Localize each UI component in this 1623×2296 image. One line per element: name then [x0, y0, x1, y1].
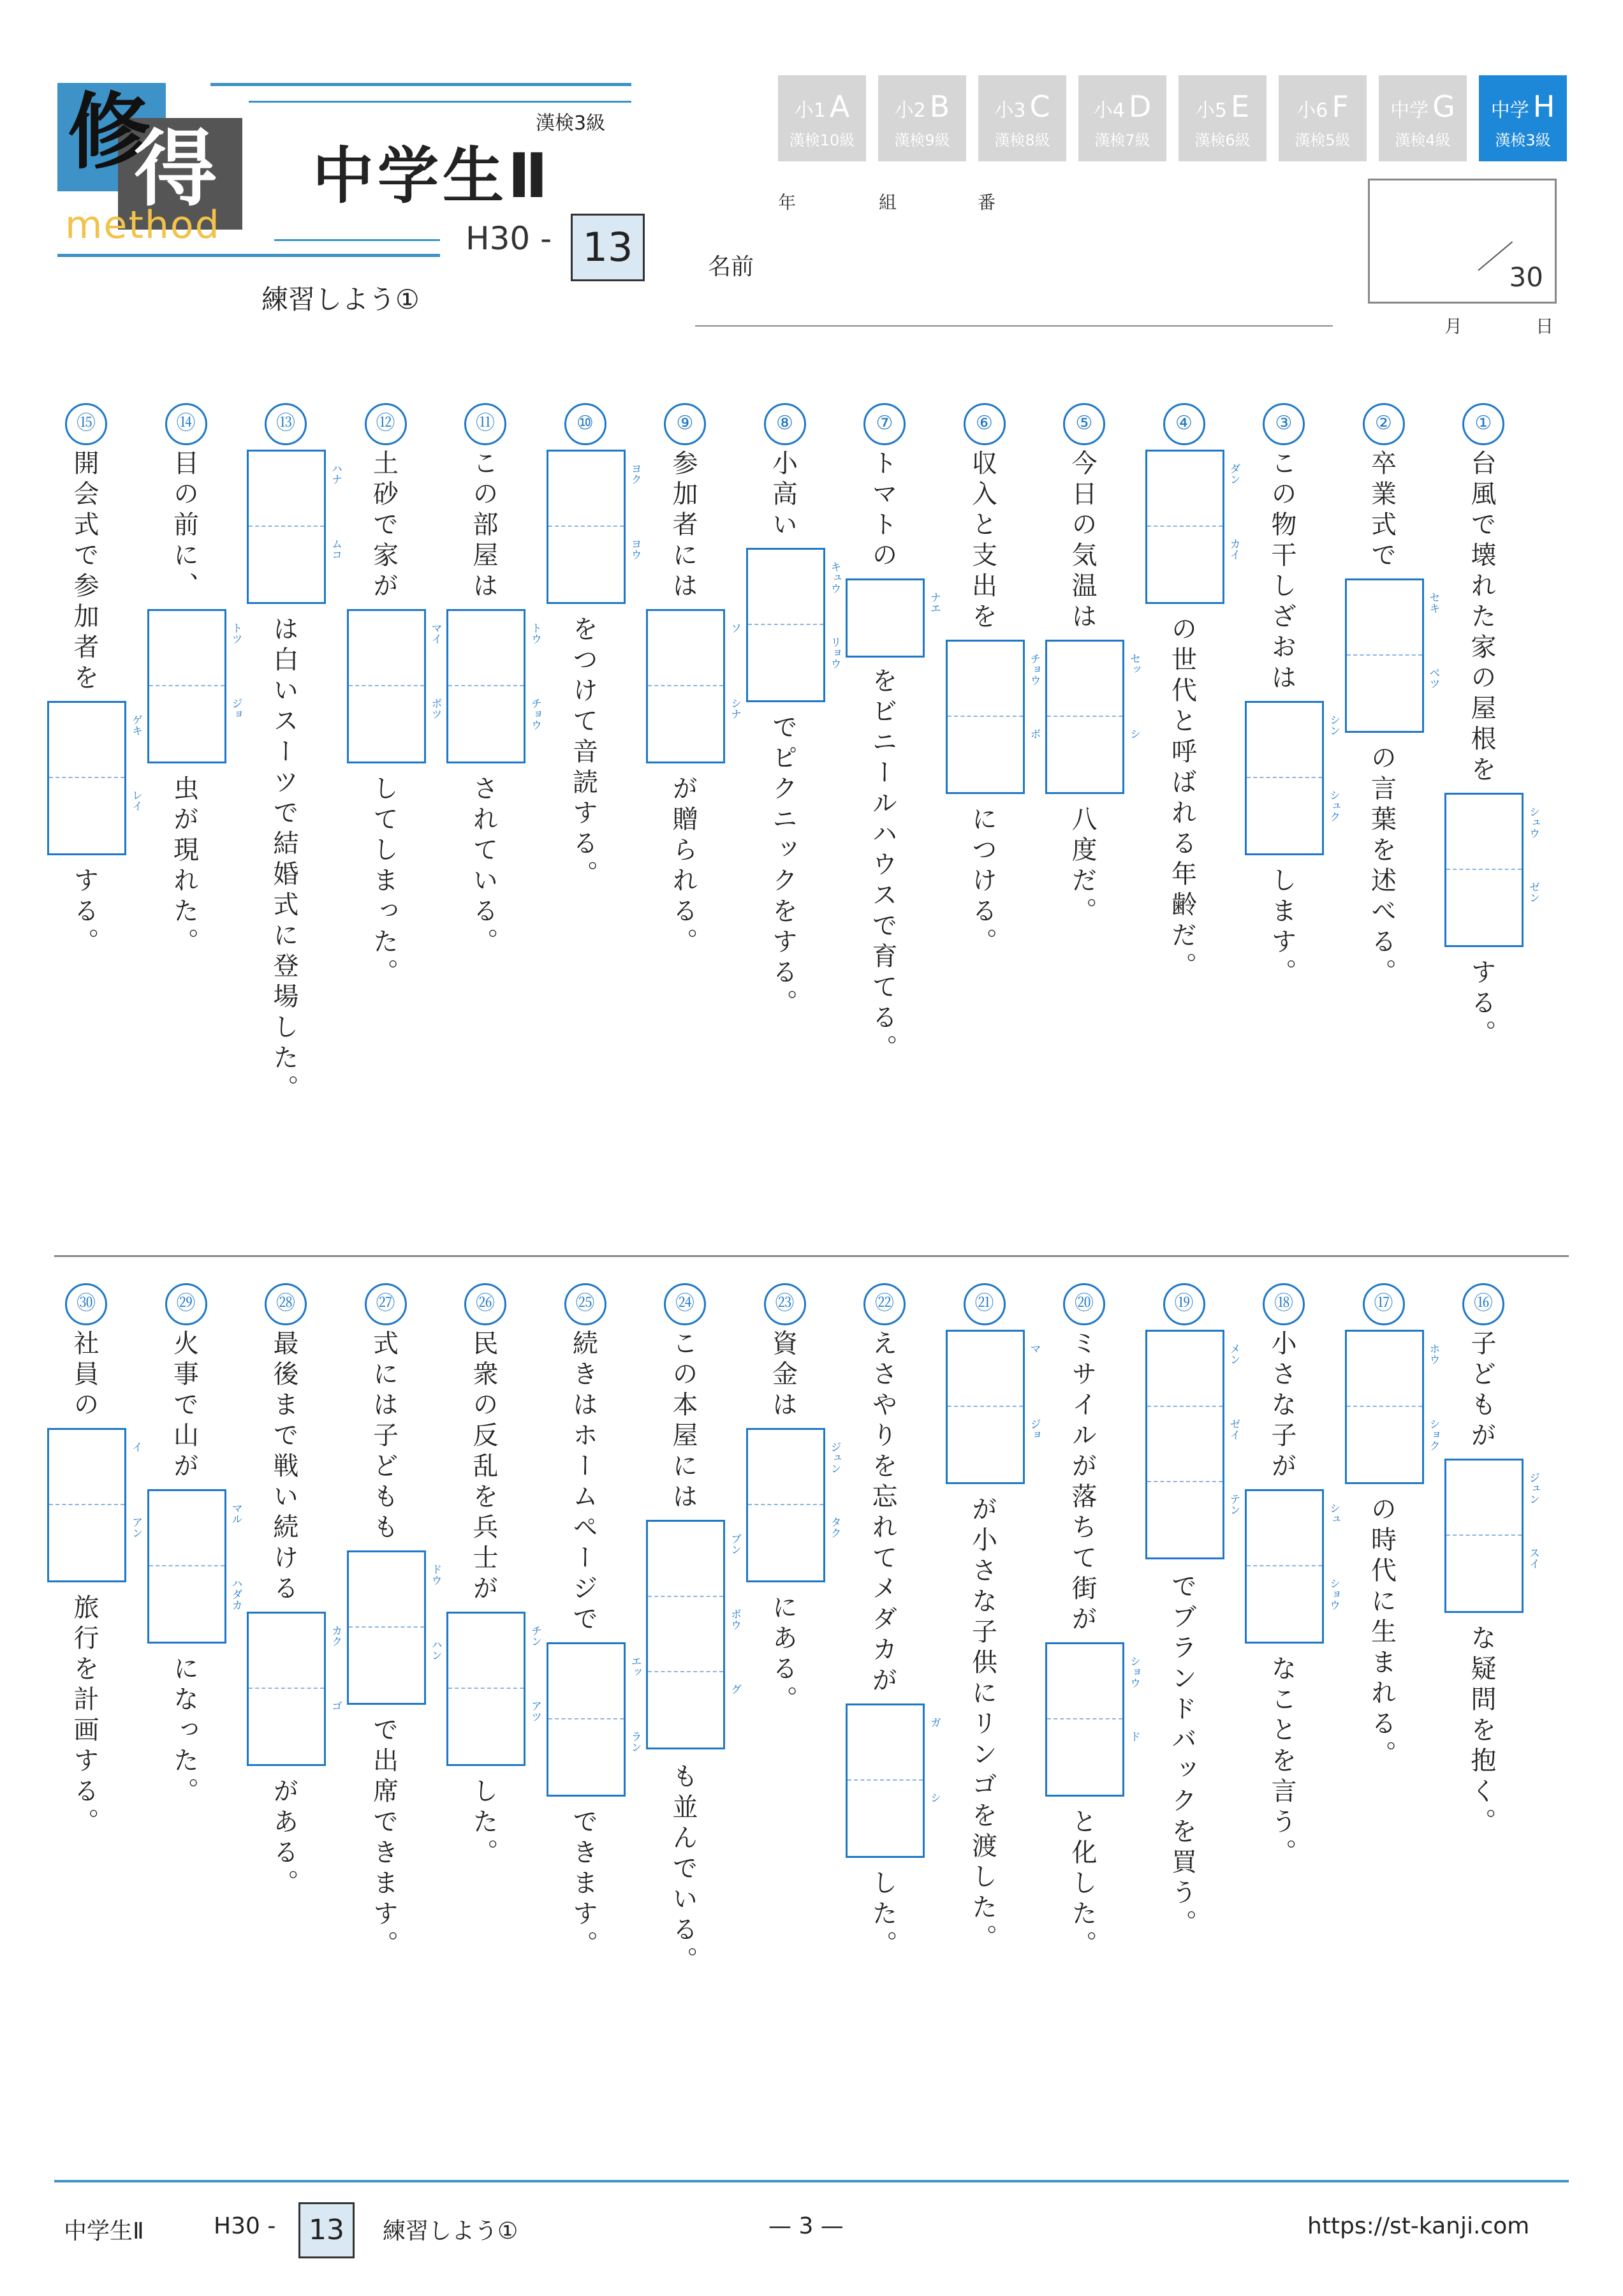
furigana: ゴ [329, 1700, 342, 1711]
answer-box[interactable] [946, 640, 1041, 794]
answer-cell[interactable] [349, 611, 442, 686]
question-text: でブランドバックを買う。 [1167, 1573, 1197, 1940]
question-text: 収入と支出を [967, 450, 997, 633]
question-text: をつけて音読する。 [568, 615, 598, 891]
score-total: 30 [1509, 261, 1543, 293]
grade-tab-label: 小5 E [1195, 89, 1250, 124]
grade-tab-label: 中学 H [1490, 89, 1555, 124]
title-rule-bottom [274, 239, 440, 241]
question-text: なことを言う。 [1267, 1655, 1296, 1869]
answer-box[interactable] [1145, 1330, 1240, 1559]
answer-cell[interactable] [149, 1566, 242, 1642]
question-text: が贈られる。 [668, 775, 698, 959]
question-text: この物干しざおは [1267, 450, 1296, 695]
question-text: も並んでいる。 [668, 1763, 698, 1977]
logo-char-2: 得 [134, 121, 217, 217]
answer-box[interactable] [247, 1612, 342, 1766]
answer-box[interactable] [247, 450, 342, 604]
answer-cell[interactable] [1147, 1332, 1240, 1407]
question-number: ① [1462, 403, 1504, 445]
furigana: グ [728, 1684, 741, 1695]
grade-tab-level: 漢検4級 [1395, 131, 1451, 149]
question-text: 最後まで戦い続ける [269, 1330, 298, 1605]
grade-tab-label: 小6 F [1296, 89, 1349, 124]
name-label: 名前 [708, 254, 754, 280]
furigana: トツ [229, 622, 242, 644]
furigana: シュ [1327, 1503, 1340, 1524]
answer-cell[interactable] [548, 452, 642, 527]
answer-box[interactable] [1145, 450, 1240, 604]
grade-tab-letter: F [1332, 89, 1349, 124]
grade-tab[interactable] [778, 75, 866, 161]
question-text: 民衆の反乱を兵士が [469, 1330, 498, 1605]
question-text: 今日の気温は [1068, 450, 1097, 633]
furigana: ショウ [1327, 1578, 1340, 1610]
furigana: シ [928, 1792, 941, 1803]
answer-box[interactable] [547, 1642, 642, 1797]
furigana: チョウ [1027, 653, 1041, 686]
grade-tab-letter: H [1532, 89, 1555, 124]
answer-cell[interactable] [848, 580, 941, 656]
furigana: セッ [1127, 653, 1140, 675]
grade-tab-letter: C [1029, 89, 1050, 124]
answer-box[interactable] [47, 1428, 142, 1582]
question-number: ⑫ [365, 403, 407, 445]
score-box [1368, 179, 1557, 304]
answer-box[interactable] [347, 1550, 442, 1705]
grade-tab[interactable] [878, 75, 966, 161]
answer-cell[interactable] [748, 1430, 841, 1505]
question-text: 小高い [768, 450, 798, 541]
logo-char-1: 修 [68, 84, 151, 180]
question-text: 八度だ。 [1068, 806, 1097, 928]
furigana: シ [1127, 728, 1140, 739]
grade-tab-level: 漢検7級 [1094, 131, 1150, 149]
answer-cell[interactable] [448, 686, 541, 762]
grade-tab-label: 中学 G [1390, 89, 1455, 124]
furigana: メン [1227, 1343, 1240, 1365]
question-text: につける。 [967, 806, 997, 959]
question-text: トマトの [868, 450, 897, 572]
furigana: ムコ [329, 538, 342, 560]
number-label: 番 [978, 192, 996, 213]
answer-box[interactable] [347, 609, 442, 763]
answer-cell[interactable] [1047, 1719, 1140, 1795]
answer-cell[interactable] [249, 1689, 342, 1764]
question-text: されている。 [469, 775, 498, 959]
answer-cell[interactable] [1047, 717, 1140, 792]
furigana: ジュン [828, 1441, 841, 1474]
answer-cell[interactable] [948, 642, 1041, 717]
title-rule-top [210, 83, 631, 86]
worksheet-code-prefix: H30 - [466, 220, 552, 257]
question-text: 目の前に、 [169, 450, 199, 603]
furigana: シュク [1327, 790, 1340, 822]
answer-cell[interactable] [648, 611, 741, 686]
grade-tab[interactable] [1479, 75, 1567, 161]
question-number: ㉔ [664, 1283, 706, 1325]
footer-rule [54, 2180, 1569, 2182]
furigana: マイ [429, 622, 442, 644]
furigana: ジュン [1527, 1472, 1539, 1505]
furigana: ホウ [1427, 1343, 1440, 1365]
question-number: ⑩ [564, 403, 606, 445]
question-text: になった。 [169, 1655, 199, 1808]
grade-tab-letter: A [829, 89, 850, 124]
answer-cell[interactable] [948, 1407, 1041, 1482]
question-text: 続きはホームページで [568, 1330, 598, 1636]
question-number: ③ [1263, 403, 1305, 445]
grade-tab-level: 漢検9級 [894, 131, 950, 149]
question-text: にある。 [768, 1594, 798, 1716]
question-text: で出席できます。 [369, 1716, 399, 1961]
furigana: ナエ [928, 592, 941, 614]
question-number: ㉑ [964, 1283, 1006, 1325]
question-number: ⑱ [1263, 1283, 1305, 1325]
furigana: ブン [728, 1533, 741, 1555]
question-number: ⑬ [265, 403, 307, 445]
question-text: この部屋は [469, 450, 498, 603]
furigana: ショク [1427, 1418, 1440, 1451]
answer-cell[interactable] [548, 1644, 642, 1719]
question-text: と化した。 [1068, 1808, 1097, 1961]
answer-cell[interactable] [249, 452, 342, 527]
answer-cell[interactable] [349, 1552, 442, 1628]
furigana: ゼイ [1227, 1418, 1240, 1440]
answer-cell[interactable] [948, 717, 1041, 792]
question-text: な疑問を抱く。 [1467, 1624, 1496, 1839]
answer-cell[interactable] [548, 1719, 642, 1795]
answer-box[interactable] [746, 548, 841, 702]
furigana: ガ [928, 1717, 941, 1728]
footer-code-prefix: H30 - [214, 2213, 276, 2239]
answer-cell[interactable] [149, 611, 242, 686]
grade-tab[interactable] [1379, 75, 1467, 161]
question-number: ⑮ [65, 403, 107, 445]
answer-box[interactable] [47, 701, 142, 855]
question-number: ㉚ [65, 1283, 107, 1325]
year-label: 年 [778, 192, 797, 213]
question-text: 旅行を計画する。 [70, 1594, 99, 1839]
grade-tab-letter: D [1128, 89, 1152, 124]
answer-cell[interactable] [648, 1672, 741, 1748]
question-text: 参加者には [668, 450, 698, 603]
answer-cell[interactable] [648, 1597, 741, 1672]
answer-cell[interactable] [648, 686, 741, 762]
answer-box[interactable] [1345, 578, 1440, 733]
answer-cell[interactable] [349, 686, 442, 762]
answer-box[interactable] [846, 578, 941, 658]
question-text: 火事で山が [169, 1330, 199, 1483]
logo-subtext: method [65, 203, 221, 247]
answer-cell[interactable] [1347, 1332, 1440, 1407]
furigana: セキ [1427, 592, 1440, 614]
title-rule-top-2 [249, 101, 631, 103]
question-number: ⑥ [964, 403, 1006, 445]
question-number: ㉒ [863, 1283, 906, 1325]
question-number: ⑪ [464, 403, 506, 445]
grade-tab-label: 小4 D [1093, 89, 1152, 124]
footer-url[interactable]: https://st-kanji.com [1307, 2213, 1530, 2239]
furigana: シナ [728, 698, 741, 719]
question-text: をビニールハウスで育てる。 [868, 667, 897, 1065]
answer-cell[interactable] [249, 527, 342, 602]
question-number: ⑧ [764, 403, 806, 445]
furigana: トウ [529, 622, 541, 644]
furigana: べツ [1427, 667, 1440, 689]
answer-cell[interactable] [548, 527, 642, 602]
answer-cell[interactable] [448, 611, 541, 686]
question-text: がある。 [269, 1777, 298, 1900]
answer-cell[interactable] [1446, 1536, 1539, 1611]
answer-cell[interactable] [1347, 580, 1440, 656]
question-number: ⑳ [1063, 1283, 1105, 1325]
question-text: の時代に生まれる。 [1367, 1496, 1397, 1771]
question-text: 子どもが [1467, 1330, 1496, 1452]
furigana: イ [129, 1441, 142, 1452]
furigana: ボ [1027, 728, 1041, 739]
furigana: アツ [529, 1700, 541, 1722]
question-text: の世代と呼ばれる年齢だ。 [1167, 615, 1197, 983]
footer-subtitle: 練習しよう① [383, 2218, 518, 2244]
question-number: ㉖ [464, 1283, 506, 1325]
furigana: シュウ [1527, 806, 1539, 839]
furigana: ハナ [329, 463, 342, 485]
grade-tab-level: 漢検3級 [1495, 131, 1551, 149]
furigana: ヨウ [628, 538, 642, 560]
question-text: する。 [1467, 959, 1496, 1050]
answer-box[interactable] [446, 609, 541, 763]
answer-cell[interactable] [1147, 1407, 1240, 1482]
grade-tab-letter: E [1231, 89, 1250, 124]
question-text: の言葉を述べる。 [1367, 744, 1397, 989]
furigana: マル [229, 1503, 242, 1524]
answer-cell[interactable] [1147, 452, 1240, 527]
question-number: ② [1363, 403, 1405, 445]
answer-cell[interactable] [948, 1332, 1041, 1407]
question-number: ⑰ [1363, 1283, 1405, 1325]
question-number: ⑤ [1063, 403, 1105, 445]
question-text: 開会式で参加者を [70, 450, 99, 695]
furigana: スイ [1527, 1547, 1539, 1569]
name-field[interactable] [695, 325, 1333, 327]
question-number: ㉗ [365, 1283, 407, 1325]
answer-cell[interactable] [1047, 1644, 1140, 1719]
page-title: 中学生Ⅱ [312, 140, 552, 212]
answer-cell[interactable] [1247, 778, 1340, 853]
answer-box[interactable] [1444, 793, 1539, 947]
question-text: 式には子どもも [369, 1330, 399, 1544]
furigana: ラン [628, 1731, 642, 1753]
question-text: する。 [70, 867, 99, 959]
answer-cell[interactable] [149, 686, 242, 762]
question-number: ⑨ [664, 403, 706, 445]
furigana: テン [1227, 1494, 1240, 1515]
furigana: ハダカ [229, 1578, 242, 1610]
grade-tab-level: 漢検8級 [994, 131, 1050, 149]
answer-cell[interactable] [249, 1614, 342, 1689]
question-text: した。 [868, 1869, 897, 1961]
question-text: 社員の [70, 1330, 99, 1422]
grade-tab-letter: B [929, 89, 950, 124]
question-number: ⑭ [165, 403, 207, 445]
grade-tab-label: 小1 A [794, 89, 850, 124]
question-number: ⑦ [863, 403, 906, 445]
furigana: シン [1327, 714, 1340, 736]
grade-tab-letter: G [1432, 89, 1455, 124]
answer-cell[interactable] [1347, 1407, 1440, 1482]
level-label: 漢検3級 [536, 112, 606, 135]
answer-box[interactable] [147, 609, 242, 763]
question-text: してしまった。 [369, 775, 399, 989]
question-text: した。 [469, 1777, 498, 1869]
worksheet-subtitle: 練習しよう① [261, 284, 420, 315]
answer-cell[interactable] [748, 550, 841, 625]
answer-cell[interactable] [1147, 1482, 1240, 1557]
answer-box[interactable] [1045, 1642, 1140, 1797]
answer-box[interactable] [1245, 1489, 1340, 1644]
furigana: エッ [628, 1656, 642, 1677]
question-text: 小さな子が [1267, 1330, 1296, 1483]
class-label: 組 [879, 192, 897, 213]
question-number: ㉘ [265, 1283, 307, 1325]
logo [57, 83, 261, 249]
answer-cell[interactable] [1347, 656, 1440, 731]
page-number: — 3 — [768, 2213, 844, 2239]
furigana: アン [129, 1517, 142, 1538]
grade-tab[interactable] [978, 75, 1066, 161]
answer-box[interactable] [446, 1612, 541, 1766]
question-text: ミサイルが落ちて街が [1068, 1330, 1097, 1636]
answer-cell[interactable] [349, 1628, 442, 1703]
furigana: カク [329, 1625, 342, 1647]
furigana: レイ [129, 790, 142, 811]
answer-cell[interactable] [49, 1430, 142, 1505]
answer-box[interactable] [846, 1704, 941, 1858]
month-label: 月 [1444, 316, 1463, 337]
question-number: ㉓ [764, 1283, 806, 1325]
answer-box[interactable] [1345, 1330, 1440, 1484]
question-text: は白いスーツで結婚式に登場した。 [269, 615, 298, 1105]
answer-cell[interactable] [848, 1781, 941, 1856]
answer-box[interactable] [547, 450, 642, 604]
furigana: ゼン [1527, 881, 1539, 903]
furigana: ジョ [229, 698, 242, 719]
grade-tab-level: 漢検6級 [1194, 131, 1251, 149]
answer-box[interactable] [147, 1489, 242, 1644]
answer-cell[interactable] [1446, 870, 1539, 945]
grade-tab[interactable] [1179, 75, 1267, 161]
answer-cell[interactable] [648, 1522, 741, 1597]
answer-cell[interactable] [1247, 1566, 1340, 1642]
answer-cell[interactable] [448, 1689, 541, 1764]
answer-box[interactable] [1045, 640, 1140, 794]
answer-box[interactable] [746, 1428, 841, 1582]
grade-tab[interactable] [1279, 75, 1367, 161]
answer-box[interactable] [1245, 701, 1340, 855]
answer-box[interactable] [1444, 1459, 1539, 1613]
answer-box[interactable] [946, 1330, 1041, 1484]
furigana: チョウ [529, 698, 541, 730]
answer-cell[interactable] [149, 1491, 242, 1566]
answer-cell[interactable] [1247, 703, 1340, 778]
question-number: ㉙ [165, 1283, 207, 1325]
question-text: 虫が現れた。 [169, 775, 199, 959]
answer-box[interactable] [646, 1520, 741, 1749]
question-text: えさやりを忘れてメダカが [868, 1330, 897, 1697]
score-slash [1478, 241, 1513, 271]
answer-cell[interactable] [1147, 527, 1240, 602]
answer-cell[interactable] [1446, 1461, 1539, 1536]
question-text: でピクニックをする。 [768, 714, 798, 1020]
question-text: できます。 [568, 1808, 598, 1961]
answer-cell[interactable] [49, 703, 142, 778]
answer-cell[interactable] [448, 1614, 541, 1689]
furigana: ショウ [1127, 1656, 1140, 1688]
answer-cell[interactable] [49, 778, 142, 853]
grade-tab-label: 小3 C [994, 89, 1050, 124]
grade-tab[interactable] [1078, 75, 1166, 161]
furigana: ボウ [728, 1608, 741, 1630]
furigana: ゲキ [129, 714, 142, 736]
furigana: ハン [429, 1639, 442, 1661]
grade-tab-level: 漢検5級 [1295, 131, 1351, 149]
footer-code-number: 13 [298, 2202, 355, 2258]
furigana: チン [529, 1625, 541, 1647]
question-text: します。 [1267, 867, 1296, 989]
furigana: ド [1127, 1731, 1140, 1742]
question-text: 卒業式で [1367, 450, 1397, 572]
furigana: ソ [728, 622, 741, 633]
answer-cell[interactable] [748, 625, 841, 700]
question-text: が小さな子供にリンゴを渡した。 [967, 1496, 997, 1955]
question-text: この本屋には [668, 1330, 698, 1513]
furigana: リョウ [828, 637, 841, 669]
question-number: ④ [1163, 403, 1205, 445]
answer-cell[interactable] [1047, 642, 1140, 717]
furigana: ヨク [628, 463, 642, 485]
answer-cell[interactable] [49, 1505, 142, 1580]
furigana: タク [828, 1517, 841, 1538]
furigana: ボツ [429, 698, 442, 719]
grade-tab-label: 小2 B [894, 89, 950, 124]
furigana: ダン [1227, 463, 1240, 485]
question-number: ㉕ [564, 1283, 606, 1325]
section-divider [54, 1255, 1569, 1257]
day-label: 日 [1536, 316, 1554, 337]
grade-tab-level: 漢検10級 [789, 131, 855, 149]
furigana: カイ [1227, 538, 1240, 560]
answer-cell[interactable] [748, 1505, 841, 1580]
answer-cell[interactable] [1247, 1491, 1340, 1566]
question-number: ⑯ [1462, 1283, 1504, 1325]
answer-box[interactable] [646, 609, 741, 763]
furigana: キュウ [828, 561, 841, 594]
question-text: 台風で壊れた家の屋根を [1467, 450, 1496, 786]
furigana: ドウ [429, 1564, 442, 1586]
question-number: ⑲ [1163, 1283, 1205, 1325]
title-rule-bottom-2 [57, 254, 440, 257]
footer-title: 中学生Ⅱ [64, 2218, 144, 2244]
furigana: マ [1027, 1343, 1041, 1354]
question-text: 資金は [768, 1330, 798, 1422]
worksheet-code-number: 13 [571, 214, 645, 281]
question-text: 土砂で家が [369, 450, 399, 603]
answer-cell[interactable] [848, 1705, 941, 1781]
answer-cell[interactable] [1446, 795, 1539, 870]
furigana: ジョ [1027, 1418, 1041, 1440]
